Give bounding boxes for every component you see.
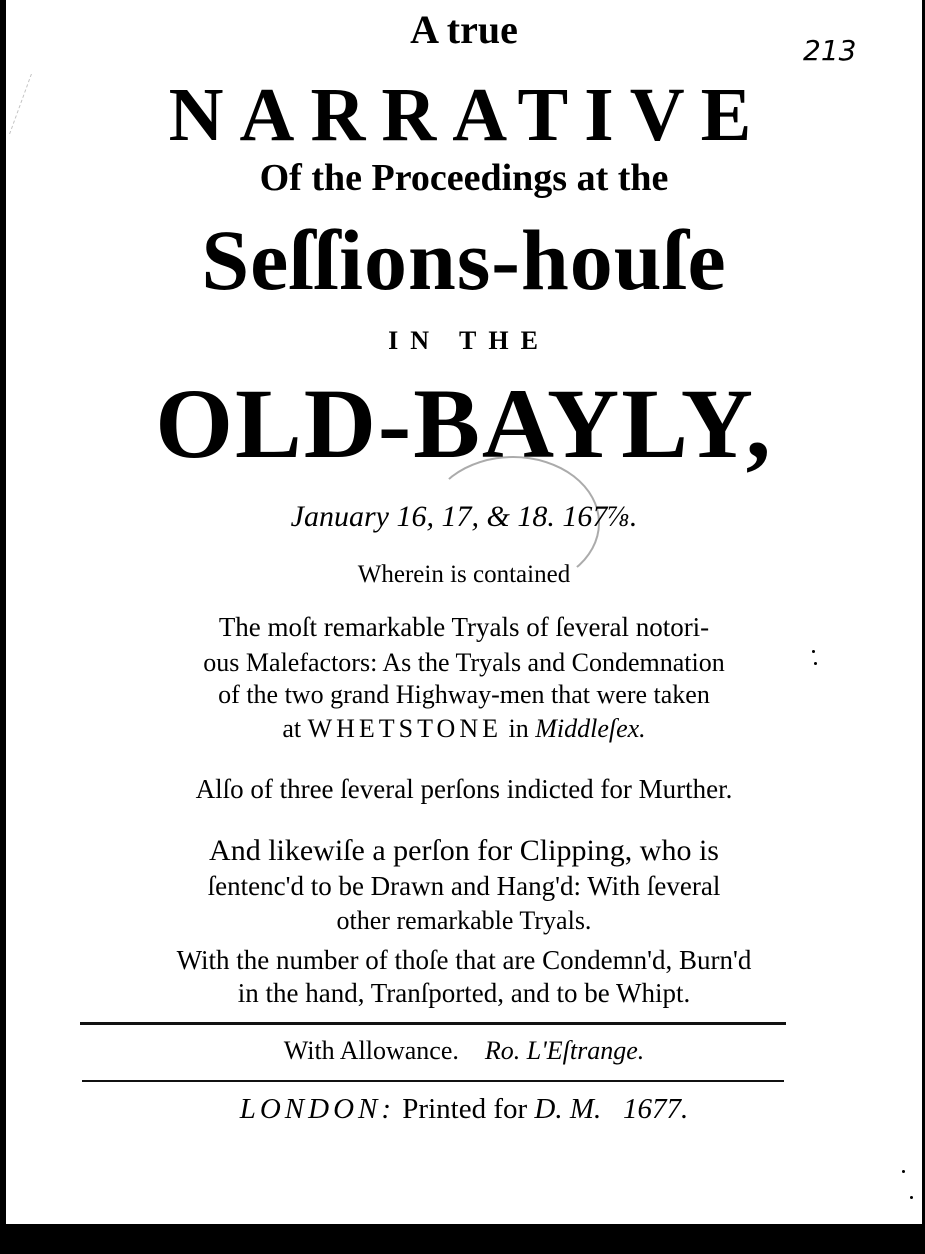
body-line-3: of the two grand Highway-men that were taken: [218, 680, 710, 709]
title-line-old-bayly: OLD-BAYLY,: [155, 368, 773, 479]
allowance-text: With Allowance.: [283, 1036, 459, 1065]
scan-speck: [910, 1196, 913, 1199]
body-line-2: ous Malefactors: As the Tryals and Condemnation: [203, 648, 725, 677]
shelfmark-handwritten: 213: [803, 34, 857, 67]
place-whetstone: WHETSTONE: [307, 714, 502, 743]
allowance-line: [6, 1036, 922, 1066]
body-word-at: at: [282, 714, 302, 743]
body-line-other-tryals: other remarkable Tryals.: [336, 906, 592, 935]
imprint-place: LONDON:: [239, 1093, 396, 1125]
scan-border-bottom: [0, 1224, 925, 1254]
title-line-wherein: Wherein is contained: [357, 561, 571, 588]
library-stamp: [426, 456, 600, 590]
body-line-4: [6, 714, 922, 744]
title-line-proceedings: Of the Proceedings at the: [259, 157, 669, 199]
title-page: [6, 0, 922, 1224]
body-line-clipping: And likewiſe a perſon for Clipping, who is: [209, 834, 719, 867]
imprint-line: [6, 1093, 922, 1126]
divider-rule-bottom: [82, 1080, 784, 1082]
title-line-in-the: IN THE: [388, 326, 550, 355]
title-line-date: January 16, 17, & 18. 167⅞.: [290, 500, 638, 533]
body-word-in: in: [508, 714, 529, 743]
scan-speck: [812, 650, 815, 653]
divider-rule-top: [80, 1022, 786, 1025]
licenser-name: Ro. L'Eſtrange.: [484, 1036, 645, 1065]
title-line-a-true: A true: [410, 7, 518, 52]
body-line-sentenced: ſentenc'd to be Drawn and Hang'd: With ſeveral: [207, 871, 721, 901]
imprint-printer: D. M.: [534, 1093, 602, 1125]
body-line-1: The moſt remarkable Tryals of ſeveral notori-: [218, 612, 710, 642]
scan-speck: [814, 662, 817, 665]
imprint-printed-for: Printed for: [402, 1093, 528, 1125]
place-middlesex: Middleſex.: [535, 714, 646, 743]
scan-speck: [902, 1170, 905, 1173]
title-line-narrative: NARRATIVE: [168, 73, 768, 157]
imprint-year: 1677.: [623, 1093, 689, 1125]
body-line-murther: Alſo of three ſeveral perſons indicted for Murther.: [195, 774, 733, 804]
body-line-transported: in the hand, Tranſported, and to be Whipt.: [237, 978, 691, 1008]
title-line-sessions-house: Seſſions-houſe: [201, 212, 727, 308]
body-line-number: With the number of thoſe that are Condemn'd, Burn'd: [176, 945, 752, 975]
